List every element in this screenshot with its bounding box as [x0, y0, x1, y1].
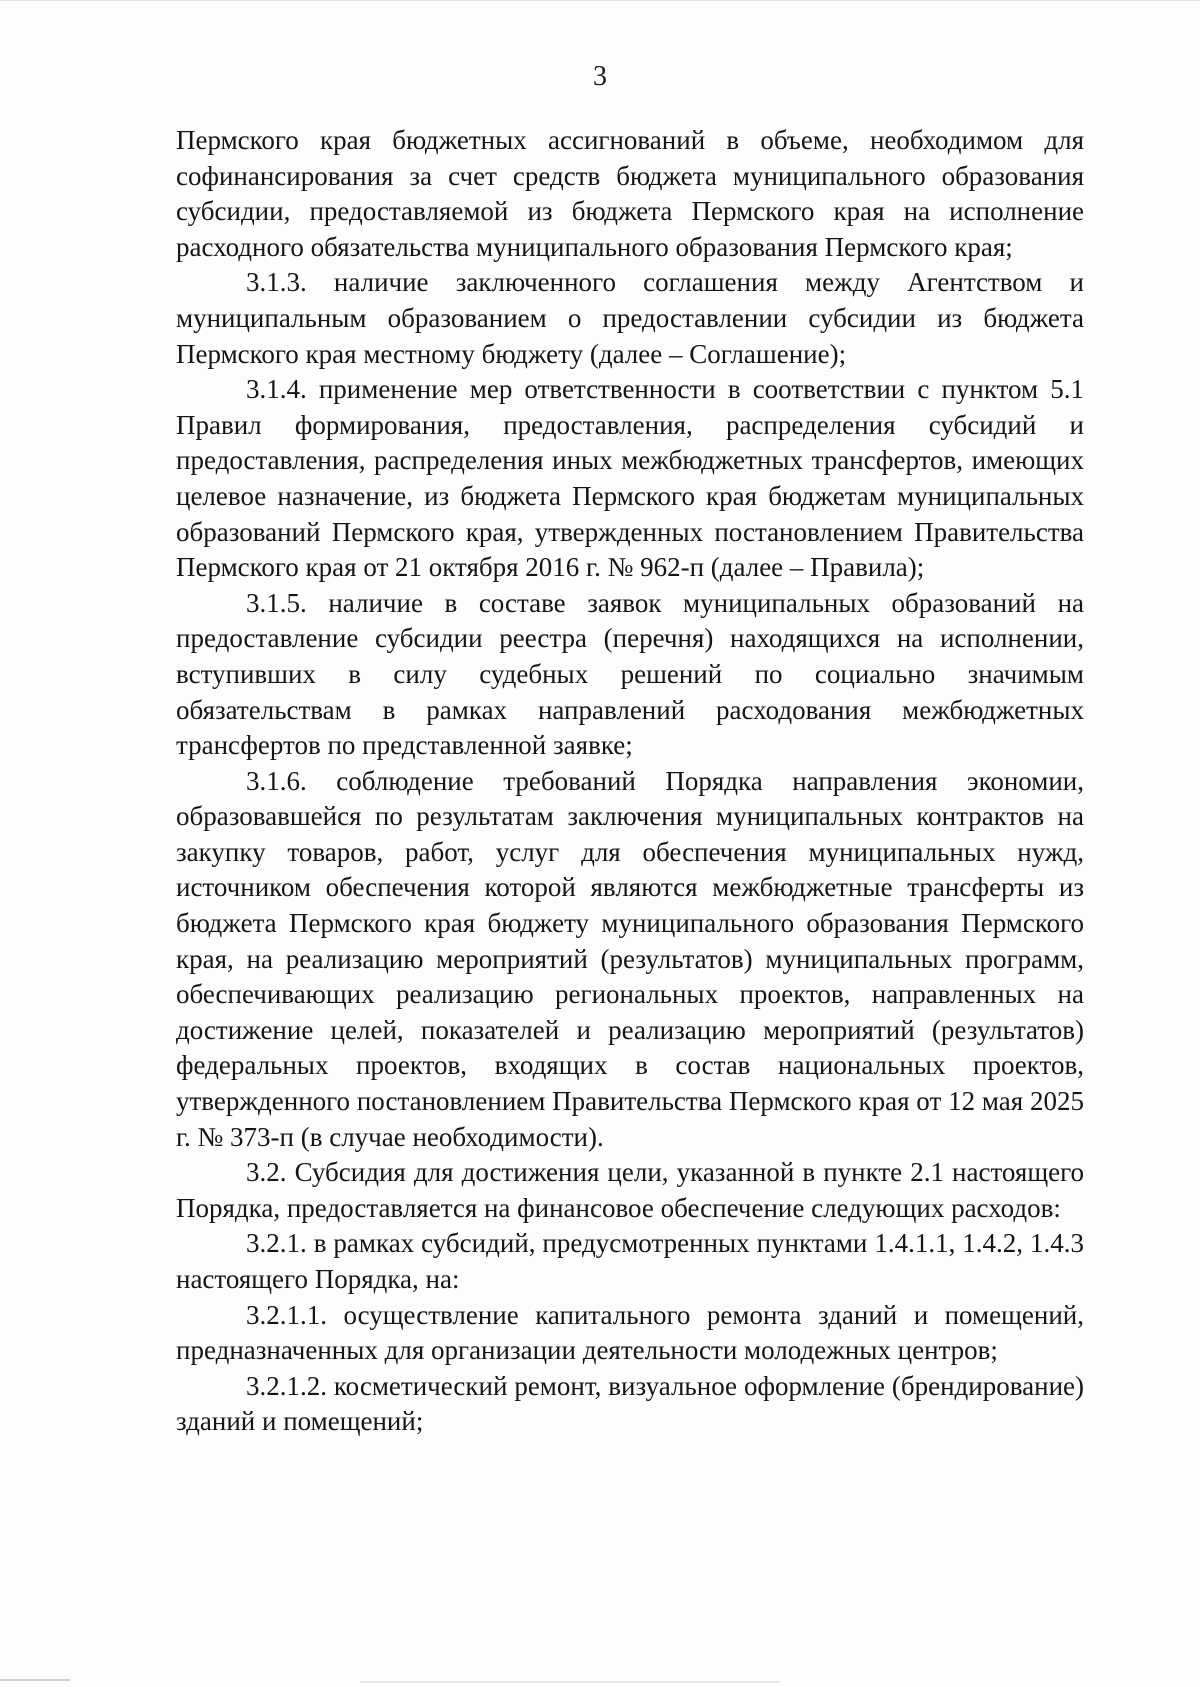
- paragraph-3-1-3: 3.1.3. наличие заключенного соглашения между Агентством и муниципальным образованием о предоставлении субсидии из бюджета Пермского края местному бюджету (далее – Соглашение);: [176, 267, 1084, 369]
- paragraph-continuation: Пермского края бюджетных ассигнований в объеме, необходимом для софинансирования за счет средств бюджета муниципального образования субсидии, предоставляемой из бюджета Пермского края на исполнение расходного обязательства муниципального образования Пермского края;: [176, 125, 1084, 262]
- page-number: 3: [593, 61, 607, 92]
- paragraph-3-1-4: 3.1.4. применение мер ответственности в соответствии с пунктом 5.1 Правил формирования, предоставления, распределения субсидий и предоставления, распределения иных межбюджетных трансфертов, имеющих целевое назначение, из бюджета Пермского края бюджетам муниципальных образований Пермского края, утвержденных постановлением Правительства Пермского края от 21 октября 2016 г. № 962-п (далее – Правила);: [176, 374, 1084, 583]
- paragraph-3-2-1-1: 3.2.1.1. осуществление капитального ремонта зданий и помещений, предназначенных для организации деятельности молодежных центров;: [176, 1299, 1084, 1366]
- paragraph-3-2-1: 3.2.1. в рамках субсидий, предусмотренных пунктами 1.4.1.1, 1.4.2, 1.4.3 настоящего Порядка, на:: [176, 1228, 1084, 1294]
- paragraph-3-1-5: 3.1.5. наличие в составе заявок муниципальных образований на предоставление субсидии реестра (перечня) находящихся на исполнении, вступивших в силу судебных решений по социально значимым обязательствам в рамках направлений расходования межбюджетных трансфертов по представленной заявке;: [176, 587, 1084, 761]
- paragraph-3-2: 3.2. Субсидия для достижения цели, указанной в пункте 2.1 настоящего Порядка, предоставляется на финансовое обеспечение следующих расходов:: [176, 1157, 1084, 1223]
- scan-artifact-left: [0, 1679, 70, 1681]
- scan-artifact-bottom: [360, 1681, 780, 1683]
- paragraph-3-1-6: 3.1.6. соблюдение требований Порядка направления экономии, образовавшейся по результатам заключения муниципальных контрактов на закупку товаров, работ, услуг для обеспечения муниципальных нужд, источником обеспечения которой являются межбюджетные трансферты из бюджета Пермского края бюджету муниципального образования Пермского края, на реализацию мероприятий (результатов) муниципальных программ, обеспечивающих реализацию региональных проектов, направленных на достижение целей, показателей и реализацию мероприятий (результатов) федеральных проектов, входящих в состав национальных проектов, утвержденного постановлением Правительства Пермского края от 12 мая 2025 г. № 373-п (в случае необходимости).: [176, 765, 1084, 1152]
- document-body: [176, 123, 1084, 1440]
- paragraph-3-2-1-2: 3.2.1.2. косметический ремонт, визуальное оформление (брендирование) зданий и помещений;: [176, 1370, 1084, 1437]
